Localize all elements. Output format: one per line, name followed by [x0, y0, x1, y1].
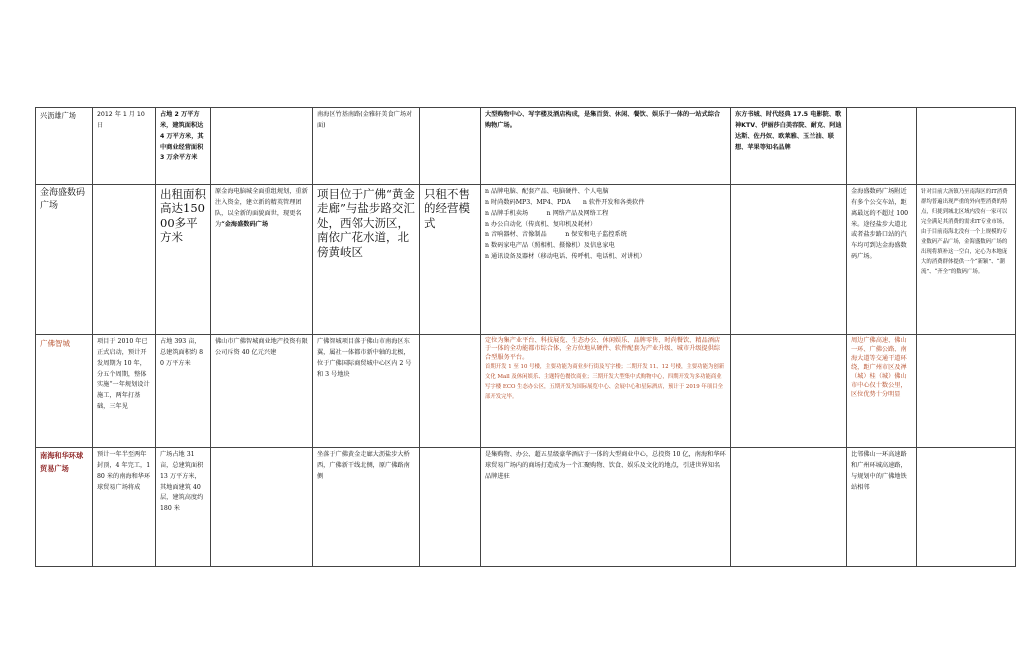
business-cell	[481, 185, 731, 335]
mode-cell	[420, 335, 481, 448]
open-date: 预计一年半至两年封顶，4 年完工，180 米的南海和华环球贸易广场将成	[93, 448, 156, 567]
operation-cell	[211, 185, 313, 335]
list-item: n 通讯设备及器材（移动电话、传呼机、电话机、对讲机）	[485, 253, 646, 261]
operation-text: 原金海电脑城全面重组规划，重新注入资金，建立新的精英管理团队，以全新的面貌面世，现更名为	[215, 188, 308, 228]
location-cell: 南海区竹基南路(金雅轩美食广场对面)	[313, 108, 420, 185]
table-row	[36, 448, 1016, 567]
tenants-cell	[731, 448, 847, 567]
list-item: n 品牌手机卖场 n 网络产品及网络工程	[485, 209, 609, 217]
mode-cell: 只租不售的经营模式	[420, 185, 481, 335]
business-detail: 首期开发 1 至 10 号楼，主要功能为商业步行街及写字楼；二期开发 11、12 号楼，主要功能为创新文化 Mall 及休闲娱乐、主题特色餐饮商业；三期开发大型集中式购物中心，四期开发为多功能商业写字楼 ECO 生态办公区，五期开发为国际展览中心、会展中心和星际酒店，预计于 2019 年项目全部开发完毕。	[485, 364, 725, 401]
mall-name: 广佛智城	[36, 335, 93, 448]
tenants-cell	[731, 185, 847, 335]
mall-name: 南海和华环球贸易广场	[36, 448, 93, 567]
list-item: n 办公自动化（传真机、复印机及耗材）	[485, 220, 597, 228]
mall-info-table	[35, 107, 1016, 567]
area-cell: 占地 2 万平方米，建筑面积达 4 万平方米，其中商业经营面积 3 万余平方米	[156, 108, 211, 185]
list-item: n 时尚数码MP3、MP4、PDA n 软件开发和各类软件	[485, 198, 645, 206]
tenants-cell	[731, 335, 847, 448]
table-row	[36, 108, 1016, 185]
traffic-cell	[847, 108, 917, 185]
business-cell: 是集购物、办公、超五星级豪华酒店于一体的大型商业中心，总投资 10 亿，南海和华环球贸易广场内的商场打造成为一个汇聚购物、饮食、娱乐及文化的地点，引进世界知名品牌进驻	[481, 448, 731, 567]
notes-cell	[917, 108, 1016, 185]
location-cell: 项目位于广佛“黄金走廊”与盐步路交汇处，西邻大沥区，南依广花水道，北傍黄岐区	[313, 185, 420, 335]
open-date: 2012 年 1 月 10 日	[93, 108, 156, 185]
area-cell: 占地 393 亩，总建筑面积约 80 万平方米	[156, 335, 211, 448]
mode-cell	[420, 448, 481, 567]
traffic-cell: 比邻佛山一环高速路和广州环城高速路，与规划中的广佛地铁站相邻	[847, 448, 917, 567]
operation-cell	[211, 108, 313, 185]
mall-name: 金海盛数码广场	[36, 185, 93, 335]
area-cell: 广场占地 31 亩，总建筑面积 13 万平方米，其地面建筑 40 层，建筑高度约 180 米	[156, 448, 211, 567]
area-cell: 出租面积高达15000多平方米	[156, 185, 211, 335]
table-row	[36, 185, 1016, 335]
location-cell: 广佛智城项目落于佛山市南海区东翼，属社一体都市新中轴的北极，位于广佛国际商贸城中心区内 2 号和 3 号地块	[313, 335, 420, 448]
traffic-cell: 金海盛数码广场附近有多个公交车站，距离最远的不超过 100 米。途径盐步大道北或者盐步路口站的汽车均可到达金海盛数码广场。	[847, 185, 917, 335]
location-cell: 坐落于广佛黄金走廊大沥盐步大桥西，广佛新干线北侧，原广佛路南侧	[313, 448, 420, 567]
notes-cell: 针对目前大沥镇乃至南海区的IT消费群均普遍出现严重的外向型消费的特点，归拢到城北区域内没有一家可以完全满足其消费的需求IT专业市场，由于目前南海北没有一个上规模的专业数码产品广场，金海盛数码广场的出现将填补这一空白，定心为本地庞大的消费群体提供一个“新颖”、“潮流”、“齐全”的数码广场。	[917, 185, 1016, 335]
business-lead: 定位为集产业平台、科技展览、生态办公、休闲娱乐、品牌零售、时尚餐饮、精品酒店于一体的全功能都市综合体，全方位地从硬件、软件配套为产业升级、城市升级提供综合型服务平台。	[485, 337, 721, 361]
operation-cell: 佛山市广佛智城商业地产投资有限公司斥资 40 亿元兴建	[211, 335, 313, 448]
open-date	[93, 185, 156, 335]
list-item: n 音响器材、音像制品 n 保安和电子监控系统	[485, 231, 627, 239]
traffic-cell: 周边广佛高速、佛山一环、广佛公路、南海大道等交通干道环绕，距广州市区及禅（城）桂（城）佛山市中心仅十数公里，区位优势十分明显	[847, 335, 917, 448]
business-cell	[481, 335, 731, 448]
business-cell: 大型购物中心、写字楼及酒店构成，是集百货、休闲、餐饮、娱乐于一体的一站式综合购物广场。	[481, 108, 731, 185]
table-row	[36, 335, 1016, 448]
mall-name: 兴沥雄广场	[36, 108, 93, 185]
notes-cell	[917, 335, 1016, 448]
tenants-cell: 东方书城、时代经典 17.5 电影院、歌神KTV、伊丽莎白美容院、耐克、阿迪达斯、佐丹奴、欧莱雅、玉兰油、联想、苹果等知名品牌	[731, 108, 847, 185]
list-item: n 品牌电脑、配套产品、电脑硬件、个人电脑	[485, 188, 609, 195]
list-item: n 数码家电产品（照相机、摄像机）及信息家电	[485, 242, 615, 250]
operation-cell	[211, 448, 313, 567]
open-date: 项目于 2010 年已正式启动，预计开发周期为 10 年，分五个周期，整体实施“一年规划设计施工，两年打基础，三年见	[93, 335, 156, 448]
operation-highlight: “金海盛数码广场	[221, 220, 269, 228]
mode-cell	[420, 108, 481, 185]
notes-cell	[917, 448, 1016, 567]
